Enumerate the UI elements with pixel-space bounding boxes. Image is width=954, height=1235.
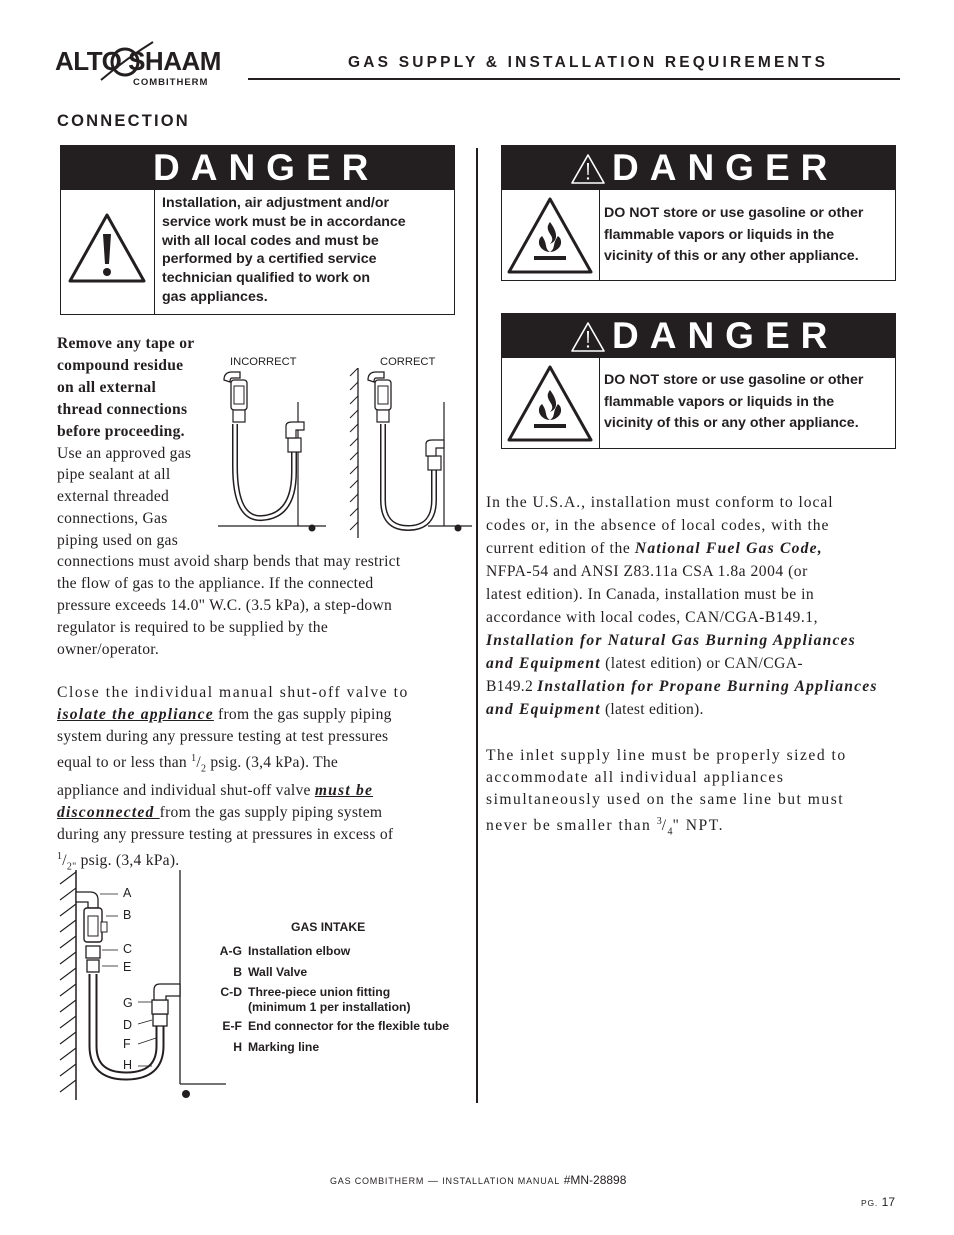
danger-header bbox=[502, 146, 895, 190]
danger-line: service work must be in accordance bbox=[162, 213, 406, 230]
text-line: pipe sealant at all bbox=[57, 466, 171, 484]
emphasis-natural-gas: Installation for Natural Gas Burning Appliances bbox=[486, 632, 856, 649]
danger-header bbox=[61, 146, 454, 190]
paragraph-inlet-supply bbox=[486, 745, 901, 843]
legend-desc: Installation elbow bbox=[248, 944, 351, 958]
emphasis-must-be: must be bbox=[314, 781, 374, 799]
text-span: (latest edition). bbox=[600, 701, 704, 718]
danger-box-certified-service bbox=[60, 145, 455, 315]
danger-line: with all local codes and must be bbox=[162, 232, 379, 249]
paragraph-remove-tape bbox=[57, 333, 217, 552]
warning-triangle-small-icon bbox=[570, 321, 606, 353]
text-line: codes or, in the absence of local codes, with the bbox=[486, 517, 830, 534]
text-line: simultaneously used on the same line but must bbox=[486, 790, 845, 808]
text-line: In the U.S.A., installation must conform to local bbox=[486, 494, 834, 511]
diagram-letter-a: A bbox=[123, 886, 132, 900]
header-rule bbox=[248, 78, 900, 80]
legend-code bbox=[204, 1000, 242, 1015]
text-line: external threaded bbox=[57, 488, 170, 506]
fraction-denominator: 2" bbox=[66, 860, 77, 872]
gas-hose-incorrect-correct-diagram bbox=[218, 368, 472, 540]
text-span: from the gas supply piping bbox=[213, 705, 392, 723]
danger-line: technician qualified to work on bbox=[162, 270, 371, 287]
danger-header bbox=[502, 314, 895, 358]
danger-line: flammable vapors or liquids in the bbox=[604, 393, 835, 410]
flammable-warning-icon bbox=[506, 364, 594, 444]
legend-code: H bbox=[233, 1039, 242, 1054]
legend-code: A-G bbox=[219, 944, 242, 958]
logo-wordmark: ALTO SHAAM bbox=[55, 46, 221, 76]
danger-icon-cell bbox=[502, 358, 600, 448]
logo-subtitle: COMBITHERM bbox=[133, 77, 209, 88]
fraction-numerator: 1 bbox=[191, 752, 197, 764]
text-span: (latest edition) or CAN/CGA- bbox=[600, 655, 803, 672]
text-line: during any pressure testing at pressures in excess of bbox=[57, 825, 394, 843]
text-line bbox=[486, 652, 901, 675]
legend-code: B bbox=[233, 964, 242, 979]
fraction-denominator: 2 bbox=[200, 763, 207, 775]
text-line: system during any pressure testing at test pressures bbox=[57, 727, 389, 745]
warning-triangle-small-icon bbox=[570, 153, 606, 185]
text-line: the flow of gas to the appliance. If the connected bbox=[57, 574, 374, 592]
legend-desc: End connector for the flexible tube bbox=[248, 1019, 450, 1033]
diagram-letter-g: G bbox=[123, 996, 133, 1010]
legend-row bbox=[204, 985, 464, 1000]
text-line: The inlet supply line must be properly sized to bbox=[486, 747, 847, 764]
paragraph-shutoff-valve bbox=[57, 682, 472, 878]
text-line bbox=[57, 802, 472, 824]
page-number: 17 bbox=[881, 1195, 895, 1209]
text-line: accommodate all individual appliances bbox=[486, 768, 785, 786]
danger-heading: DANGER bbox=[612, 147, 839, 188]
danger-icon-cell bbox=[61, 190, 155, 314]
footer-product: GAS COMBITHERM bbox=[330, 1176, 425, 1186]
text-line: connections must avoid sharp bends that may restrict bbox=[57, 553, 401, 570]
danger-line: DO NOT store or use gasoline or other bbox=[604, 205, 864, 221]
footer-manual: INSTALLATION MANUAL bbox=[442, 1176, 561, 1186]
brand-logo bbox=[55, 40, 235, 92]
text-line: owner/operator. bbox=[57, 640, 160, 658]
legend-row bbox=[204, 1000, 464, 1015]
emphasis-equipment: and Equipment bbox=[486, 701, 601, 718]
text-line: Close the individual manual shut-off valve to bbox=[57, 684, 409, 701]
text-line: equal to or less than $^1/_2$ psig. (3,4 kPa). The bbox=[57, 752, 339, 775]
diagram-letter-d: D bbox=[123, 1018, 133, 1032]
text-span: from the gas supply piping system bbox=[159, 803, 383, 821]
danger-line: DO NOT store or use gasoline or other bbox=[604, 372, 864, 388]
legend-row bbox=[204, 941, 464, 962]
warning-triangle-icon bbox=[67, 212, 147, 284]
text-line: compound residue bbox=[57, 356, 184, 374]
text-line: regulator is required to be supplied by the bbox=[57, 618, 329, 636]
danger-heading: DANGER bbox=[612, 315, 839, 356]
text-span: " NPT. bbox=[672, 816, 724, 834]
legend-desc: Wall Valve bbox=[248, 964, 308, 979]
label-correct: CORRECT bbox=[380, 356, 436, 368]
legend-title: GAS INTAKE bbox=[291, 920, 366, 934]
diagram-letter-b: B bbox=[123, 908, 132, 922]
text-span: equal to or less than bbox=[57, 753, 192, 771]
text-line: before proceeding. bbox=[57, 422, 185, 440]
legend-desc: (minimum 1 per installation) bbox=[248, 999, 411, 1014]
emphasis-equipment: and Equipment bbox=[486, 655, 601, 672]
diagram-letter-h: H bbox=[123, 1058, 133, 1072]
text-line bbox=[486, 537, 901, 560]
legend-desc: Three-piece union fitting bbox=[248, 985, 391, 999]
fraction-numerator: 1 bbox=[57, 850, 63, 862]
text-line: NFPA-54 and ANSI Z83.11a CSA 1.8a 2004 (or bbox=[486, 563, 808, 580]
danger-message bbox=[162, 194, 406, 307]
danger-box-flammable-2 bbox=[501, 313, 896, 449]
emphasis-propane: Installation for Propane Burning Appliances bbox=[537, 678, 878, 695]
legend-desc: Marking line bbox=[248, 1039, 320, 1054]
danger-line: performed by a certified service bbox=[162, 251, 377, 268]
text-span: B149.2 bbox=[486, 678, 538, 695]
text-line bbox=[486, 698, 901, 721]
text-span: appliance and individual shut-off valve bbox=[57, 781, 315, 799]
gas-intake-diagram bbox=[56, 870, 226, 1102]
text-line bbox=[57, 780, 472, 802]
text-span: psig. (3,4 kPa). bbox=[76, 851, 180, 869]
text-line: $^1/_{2"}$ psig. (3,4 kPa). bbox=[57, 850, 180, 872]
legend-row bbox=[204, 1016, 464, 1037]
column-divider bbox=[476, 148, 478, 1103]
danger-line: vicinity of this or any other appliance. bbox=[604, 248, 859, 264]
page-header-title: GAS SUPPLY & INSTALLATION REQUIREMENTS bbox=[348, 54, 829, 71]
fraction-numerator: 3 bbox=[656, 815, 662, 827]
danger-heading: DANGER bbox=[153, 147, 380, 188]
flammable-warning-icon bbox=[506, 196, 594, 276]
text-line: never be smaller than $^3/_4$" NPT. bbox=[486, 815, 724, 838]
footer-dash: — bbox=[427, 1176, 439, 1187]
danger-box-flammable-1 bbox=[501, 145, 896, 281]
danger-line: vicinity of this or any other appliance. bbox=[604, 415, 859, 431]
text-line: on all external bbox=[57, 378, 157, 396]
text-line: connections, Gas bbox=[57, 510, 168, 528]
diagram-letter-c: C bbox=[123, 942, 133, 956]
legend-row bbox=[204, 1037, 464, 1058]
text-span: psig. (3,4 kPa). The bbox=[206, 753, 339, 771]
danger-line: Installation, air adjustment and/or bbox=[162, 195, 390, 211]
text-line: piping used on gas bbox=[57, 532, 179, 550]
danger-message bbox=[604, 203, 863, 268]
paragraph-usa-canada-codes bbox=[486, 491, 901, 721]
emphasis-isolate: isolate the appliance bbox=[57, 705, 214, 723]
paragraph-bends bbox=[57, 551, 472, 661]
diagram-letter-e: E bbox=[123, 960, 132, 974]
legend-code: E-F bbox=[222, 1019, 242, 1033]
gas-intake-legend bbox=[204, 941, 464, 1057]
text-line: latest edition). In Canada, installation must be in bbox=[486, 586, 815, 603]
text-line: Remove any tape or bbox=[57, 335, 195, 352]
danger-message bbox=[604, 370, 863, 435]
emphasis-fuel-gas-code: National Fuel Gas Code, bbox=[634, 540, 823, 557]
text-span: never be smaller than bbox=[486, 816, 657, 834]
section-title: CONNECTION bbox=[57, 112, 190, 130]
legend-row bbox=[204, 962, 464, 983]
text-line bbox=[57, 704, 472, 726]
footer-manual-number: #MN-28898 bbox=[563, 1173, 627, 1187]
text-line: accordance with local codes, CAN/CGA-B149.1, bbox=[486, 609, 819, 626]
label-incorrect: INCORRECT bbox=[230, 356, 297, 368]
text-span: current edition of the bbox=[486, 540, 635, 557]
page-label: PG. bbox=[861, 1198, 879, 1208]
emphasis-disconnected: disconnected bbox=[57, 803, 160, 821]
footer-page-number bbox=[861, 1195, 895, 1209]
text-line: pressure exceeds 14.0" W.C. (3.5 kPa), a step-down bbox=[57, 596, 393, 614]
text-line bbox=[486, 629, 901, 652]
danger-line: gas appliances. bbox=[162, 288, 268, 305]
text-line bbox=[486, 675, 901, 698]
text-line: thread connections bbox=[57, 400, 188, 418]
danger-line: flammable vapors or liquids in the bbox=[604, 226, 835, 243]
diagram-letter-f: F bbox=[123, 1037, 131, 1051]
legend-code: C-D bbox=[220, 985, 242, 999]
text-line: Use an approved gas bbox=[57, 444, 192, 462]
footer-manual-reference bbox=[330, 1173, 626, 1187]
fraction-denominator: 4 bbox=[667, 826, 673, 838]
danger-icon-cell bbox=[502, 190, 600, 280]
